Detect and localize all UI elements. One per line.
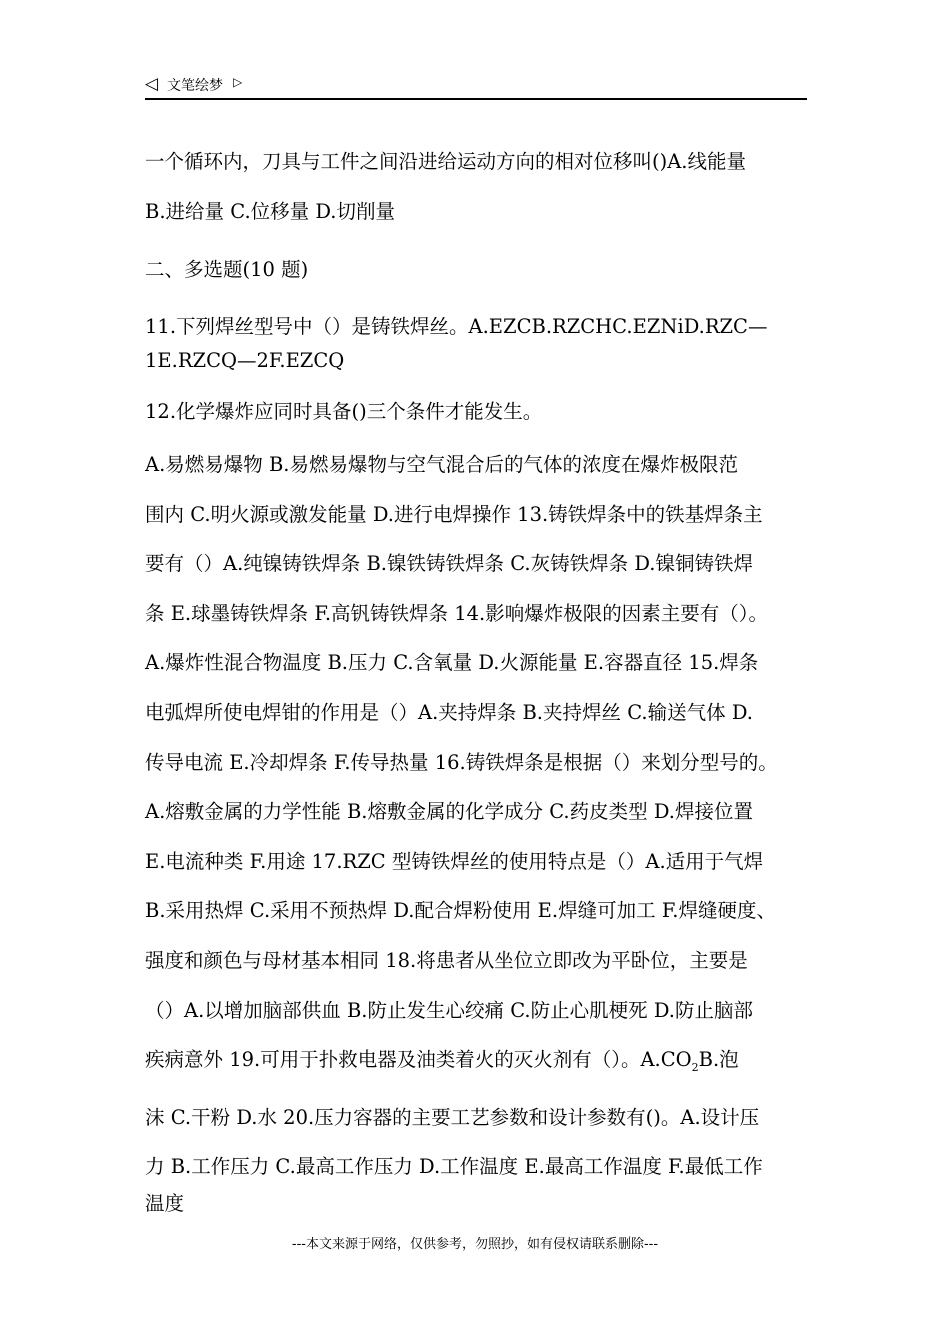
text-fragment: B.泡: [698, 1048, 739, 1072]
text-line-co2: [145, 1035, 825, 1092]
text-line: B.采用热焊 C.采用不预热焊 D.配合焊粉使用 E.焊缝可加工 F.焊缝硬度、: [145, 899, 777, 923]
header-brand: 文笔绘梦: [167, 78, 223, 94]
text-line: 条 E.球墨铸铁焊条 F.高钒铸铁焊条 14.影响爆炸极限的因素主要有（）。: [145, 601, 768, 625]
page-header: [145, 72, 807, 100]
text-line: A.易燃易爆物 B.易燃易爆物与空气混合后的气体的浓度在爆炸极限范: [145, 453, 739, 476]
text-line: 强度和颜色与母材基本相同 18.将患者从坐位立即改为平卧位，主要是: [145, 948, 748, 972]
triangle-left-icon: ◁: [145, 74, 159, 94]
triangle-right-icon: ▷: [233, 75, 243, 89]
text-fragment: 疾病意外 19.可用于扑救电器及油类着火的灭火剂有（）。A.CO: [145, 1048, 692, 1072]
question-11: [145, 310, 825, 378]
text-line: 1E.RZCQ—2F.EZCQ: [145, 349, 345, 372]
text-line: B.进给量 C.位移量 D.切削量: [145, 200, 395, 223]
text-line: 力 B.工作压力 C.最高工作压力 D.工作温度 E.最高工作温度 F.最低工作: [145, 1155, 763, 1179]
text-line: A.熔敷金属的力学性能 B.熔敷金属的化学成分 C.药皮类型 D.焊接位置: [145, 800, 753, 824]
text-line: 11.下列焊丝型号中（）是铸铁焊丝。A.EZCB.RZCHC.EZNiD.RZC—: [145, 315, 768, 338]
text-line: E.电流种类 F.用途 17.RZC 型铸铁焊丝的使用特点是（）A.适用于气焊: [145, 849, 764, 873]
text-line: 一个循环内，刀具与工件之间沿进给运动方向的相对位移叫()A.线能量: [145, 150, 746, 173]
text-line: 电弧焊所使电焊钳的作用是（）A.夹持焊条 B.夹持焊丝 C.输送气体 D.: [145, 700, 753, 724]
subscript-2: 2: [691, 1061, 699, 1075]
questions-paragraph: [145, 440, 825, 1216]
text-line: 传导电流 E.冷却焊条 F.传导热量 16.铸铁焊条是根据（）来划分型号的。: [145, 750, 778, 774]
text-line: 围内 C.明火源或激发能量 D.进行电焊操作 13.铸铁焊条中的铁基焊条主: [145, 502, 763, 526]
text-line: （）A.以增加脑部供血 B.防止发生心绞痛 C.防止心肌梗死 D.防止脑部: [145, 998, 753, 1022]
question-12: 12.化学爆炸应同时具备()三个条件才能发生。: [145, 400, 543, 423]
section-title: 二、多选题(10 题): [145, 258, 309, 281]
text-line: A.爆炸性混合物温度 B.压力 C.含氧量 D.火源能量 E.容器直径 15.焊条: [145, 651, 759, 675]
text-line: 要有（）A.纯镍铸铁焊条 B.镍铁铸铁焊条 C.灰铸铁焊条 D.镍铜铸铁焊: [145, 552, 753, 576]
text-line: 温度: [145, 1191, 185, 1215]
text-line: 沫 C.干粉 D.水 20.压力容器的主要工艺参数和设计参数有()。A.设计压: [145, 1105, 760, 1129]
paragraph-q10-tail: [145, 137, 825, 237]
page-footer: ---本文来源于网络，仅供参考，勿照抄，如有侵权请联系删除---: [291, 1237, 659, 1252]
